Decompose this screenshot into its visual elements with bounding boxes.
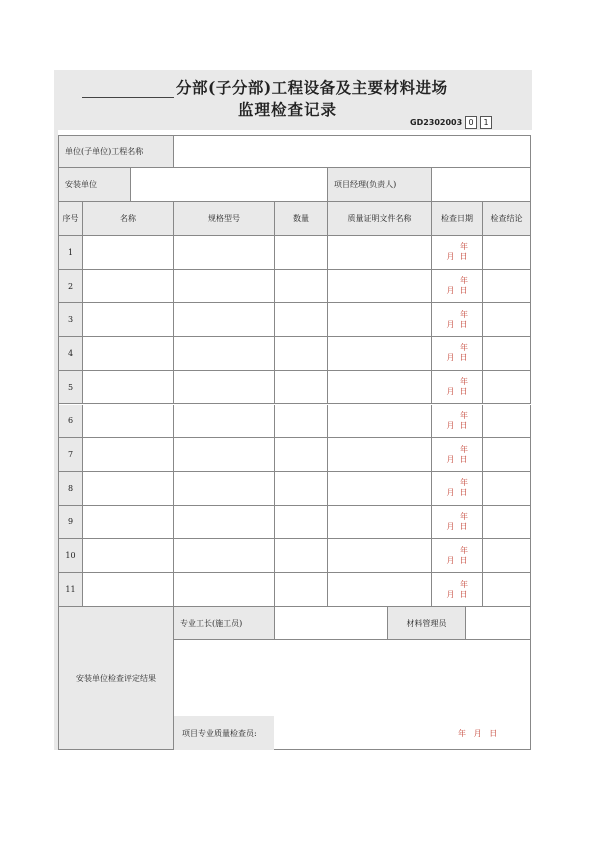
col-header-no: 序号 xyxy=(59,202,83,236)
row-date[interactable] xyxy=(432,270,483,304)
row-item-name[interactable] xyxy=(83,270,174,304)
row-no: 5 xyxy=(59,371,83,405)
row-spec[interactable] xyxy=(174,573,275,607)
row-date[interactable] xyxy=(432,438,483,472)
row-item-name[interactable] xyxy=(83,539,174,573)
date-month-day-text: 月 日 xyxy=(446,353,468,363)
row-spec[interactable] xyxy=(174,236,275,270)
date-month-day-text: 月 日 xyxy=(446,488,468,498)
row-date[interactable] xyxy=(432,405,483,439)
row-item-name[interactable] xyxy=(83,472,174,506)
row-cert[interactable] xyxy=(328,539,432,573)
row-spec[interactable] xyxy=(174,472,275,506)
row-qty[interactable] xyxy=(275,573,328,607)
row-result[interactable] xyxy=(483,371,531,405)
row-result[interactable] xyxy=(483,236,531,270)
row-date[interactable] xyxy=(432,539,483,573)
manager-label: 项目经理(负责人) xyxy=(328,168,432,202)
row-qty[interactable] xyxy=(275,371,328,405)
row-qty[interactable] xyxy=(275,337,328,371)
row-no: 7 xyxy=(59,438,83,472)
row-spec[interactable] xyxy=(174,303,275,337)
row-item-name[interactable] xyxy=(83,303,174,337)
row-cert[interactable] xyxy=(328,573,432,607)
row-item-name[interactable] xyxy=(83,405,174,439)
row-cert[interactable] xyxy=(328,472,432,506)
row-date[interactable] xyxy=(432,573,483,607)
row-qty[interactable] xyxy=(275,270,328,304)
row-no: 10 xyxy=(59,539,83,573)
foreman-field[interactable] xyxy=(275,607,388,640)
row-qty[interactable] xyxy=(275,438,328,472)
row-cert[interactable] xyxy=(328,438,432,472)
row-spec[interactable] xyxy=(174,371,275,405)
row-no: 8 xyxy=(59,472,83,506)
row-qty[interactable] xyxy=(275,236,328,270)
row-item-name[interactable] xyxy=(83,371,174,405)
date-month-day-text: 月 日 xyxy=(446,521,468,531)
row-result[interactable] xyxy=(483,270,531,304)
date-year-text: 年 xyxy=(460,545,468,555)
row-spec[interactable] xyxy=(174,270,275,304)
row-spec[interactable] xyxy=(174,337,275,371)
install-unit-field[interactable] xyxy=(131,168,328,202)
row-spec[interactable] xyxy=(174,539,275,573)
row-qty[interactable] xyxy=(275,303,328,337)
row-cert[interactable] xyxy=(328,303,432,337)
date-year-text: 年 xyxy=(460,410,468,420)
row-date[interactable] xyxy=(432,236,483,270)
form-code: GD2302003 xyxy=(410,118,463,127)
footer-date: 年 月 日 xyxy=(458,729,498,738)
row-cert[interactable] xyxy=(328,236,432,270)
row-no: 9 xyxy=(59,506,83,540)
date-year-text: 年 xyxy=(460,276,468,286)
page-title-line2: 监理检查记录 xyxy=(238,100,338,119)
row-cert[interactable] xyxy=(328,405,432,439)
row-no: 11 xyxy=(59,573,83,607)
project-name-field[interactable] xyxy=(174,136,531,168)
row-result[interactable] xyxy=(483,303,531,337)
row-no: 3 xyxy=(59,303,83,337)
row-qty[interactable] xyxy=(275,506,328,540)
code-box-2[interactable]: 1 xyxy=(480,116,492,129)
row-cert[interactable] xyxy=(328,371,432,405)
col-header-qty: 数量 xyxy=(275,202,328,236)
row-date[interactable] xyxy=(432,371,483,405)
date-month-day-text: 月 日 xyxy=(446,387,468,397)
row-date[interactable] xyxy=(432,303,483,337)
row-no: 1 xyxy=(59,236,83,270)
row-result[interactable] xyxy=(483,506,531,540)
date-month-day-text: 月 日 xyxy=(446,589,468,599)
row-result[interactable] xyxy=(483,405,531,439)
row-result[interactable] xyxy=(483,438,531,472)
col-header-name: 名称 xyxy=(83,202,174,236)
date-month-day-text: 月 日 xyxy=(446,454,468,464)
row-cert[interactable] xyxy=(328,337,432,371)
col-header-date: 检查日期 xyxy=(432,202,483,236)
material-manager-label: 材料管理员 xyxy=(388,607,466,640)
inspector-label: 项目专业质量检查员: xyxy=(182,729,257,738)
date-year-text: 年 xyxy=(460,444,468,454)
result-label: 安装单位检查评定结果 xyxy=(59,607,174,750)
date-year-text: 年 xyxy=(460,309,468,319)
title-blank-underline xyxy=(82,97,174,98)
row-spec[interactable] xyxy=(174,438,275,472)
install-unit-label: 安装单位 xyxy=(59,168,131,202)
row-cert[interactable] xyxy=(328,506,432,540)
row-date[interactable] xyxy=(432,472,483,506)
row-no: 4 xyxy=(59,337,83,371)
date-year-text: 年 xyxy=(460,377,468,387)
row-spec[interactable] xyxy=(174,506,275,540)
material-manager-field[interactable] xyxy=(466,607,531,640)
row-qty[interactable] xyxy=(275,539,328,573)
row-cert[interactable] xyxy=(328,270,432,304)
row-spec[interactable] xyxy=(174,405,275,439)
row-item-name[interactable] xyxy=(83,438,174,472)
col-header-result: 检查结论 xyxy=(483,202,531,236)
date-month-day-text: 月 日 xyxy=(446,286,468,296)
date-month-day-text: 月 日 xyxy=(446,252,468,262)
row-qty[interactable] xyxy=(275,405,328,439)
row-result[interactable] xyxy=(483,573,531,607)
date-year-text: 年 xyxy=(460,511,468,521)
row-result[interactable] xyxy=(483,539,531,573)
code-box-1[interactable]: 0 xyxy=(465,116,477,129)
date-year-text: 年 xyxy=(460,343,468,353)
row-no: 2 xyxy=(59,270,83,304)
project-name-label: 单位(子单位)工程名称 xyxy=(59,136,174,168)
row-result[interactable] xyxy=(483,337,531,371)
date-month-day-text: 月 日 xyxy=(446,420,468,430)
manager-field[interactable] xyxy=(432,168,531,202)
col-header-spec: 规格型号 xyxy=(174,202,275,236)
row-item-name[interactable] xyxy=(83,236,174,270)
date-year-text: 年 xyxy=(460,579,468,589)
row-qty[interactable] xyxy=(275,472,328,506)
foreman-label: 专业工长(施工员) xyxy=(174,607,275,640)
date-month-day-text: 月 日 xyxy=(446,319,468,329)
row-date[interactable] xyxy=(432,506,483,540)
row-item-name[interactable] xyxy=(83,506,174,540)
date-year-text: 年 xyxy=(460,242,468,252)
col-header-cert: 质量证明文件名称 xyxy=(328,202,432,236)
row-item-name[interactable] xyxy=(83,337,174,371)
row-result[interactable] xyxy=(483,472,531,506)
row-no: 6 xyxy=(59,405,83,439)
row-date[interactable] xyxy=(432,337,483,371)
date-year-text: 年 xyxy=(460,478,468,488)
page-title-line1: 分部(子分部)工程设备及主要材料进场 xyxy=(176,78,448,97)
row-item-name[interactable] xyxy=(83,573,174,607)
date-month-day-text: 月 日 xyxy=(446,555,468,565)
